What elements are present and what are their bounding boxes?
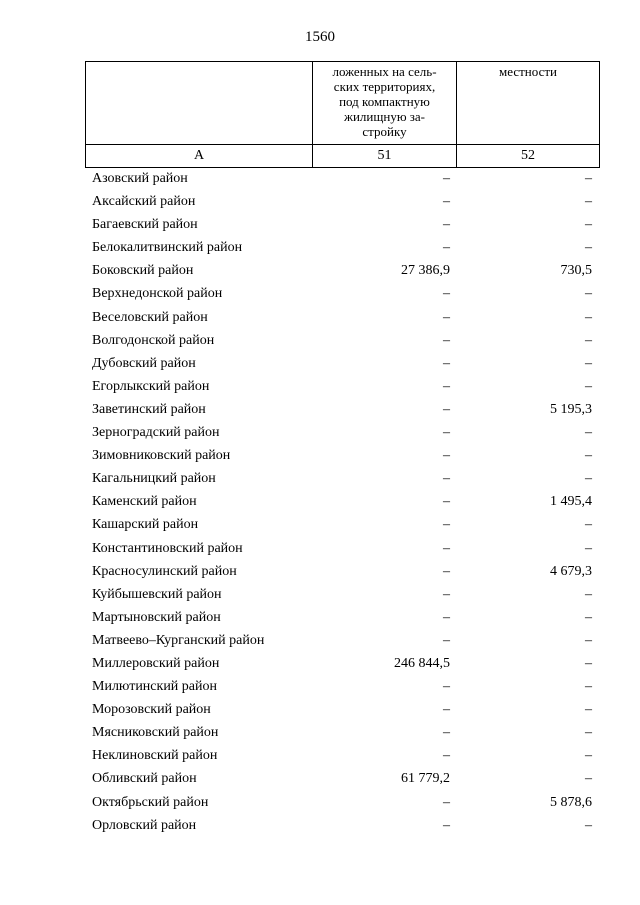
- table-row: [85, 677, 597, 700]
- value-col51: –: [443, 194, 450, 210]
- table-row: [85, 238, 597, 261]
- value-col52: –: [585, 286, 592, 302]
- header-row: [86, 62, 600, 145]
- district-name: Милютинский район: [92, 679, 218, 695]
- value-col51: –: [443, 401, 450, 417]
- district-name: Неклиновский район: [92, 748, 218, 764]
- header-cell-col51-text: ложенных на сель- ских территориях, под компактную жилищную за- стройку: [332, 64, 437, 139]
- table-row: [85, 631, 597, 654]
- value-col51: –: [443, 378, 450, 394]
- value-col51: 27 386,9: [401, 263, 450, 279]
- table-row: [85, 585, 597, 608]
- district-name: Миллеровский район: [92, 655, 220, 671]
- table-body: [85, 169, 597, 839]
- table-row: [85, 515, 597, 538]
- value-col52: –: [585, 171, 592, 186]
- value-col52: –: [585, 817, 592, 833]
- value-col52: –: [585, 748, 592, 764]
- table-row: [85, 469, 597, 492]
- table-row: [85, 492, 597, 515]
- value-col51: –: [443, 609, 450, 625]
- table-row: [85, 377, 597, 400]
- value-col51: –: [443, 471, 450, 487]
- value-col51: –: [443, 217, 450, 233]
- value-col51: –: [443, 632, 450, 648]
- value-col52: –: [585, 217, 592, 233]
- value-col52: –: [585, 702, 592, 718]
- district-name: Зерноградский район: [92, 425, 220, 441]
- value-col51: –: [443, 817, 450, 833]
- district-name: Матвеево–Курганский район: [92, 632, 265, 648]
- value-col52: 5 878,6: [550, 794, 592, 810]
- page-number: 1560: [305, 29, 335, 45]
- district-name: Кашарский район: [92, 517, 199, 533]
- value-col52: –: [585, 609, 592, 625]
- table-row: [85, 746, 597, 769]
- header-cell-col52: [457, 62, 600, 145]
- value-col52: –: [585, 725, 592, 741]
- district-name: Волгодонской район: [92, 332, 215, 348]
- district-name: Константиновский район: [92, 540, 243, 556]
- district-name: Багаевский район: [92, 217, 198, 233]
- value-col52: –: [585, 240, 592, 256]
- value-col51: –: [443, 286, 450, 302]
- value-col52: –: [585, 655, 592, 671]
- district-name: Октябрьский район: [92, 794, 209, 810]
- table-row: [85, 769, 597, 792]
- table-row: [85, 308, 597, 331]
- value-col52: –: [585, 471, 592, 487]
- value-col52: 4 679,3: [550, 563, 592, 579]
- value-col51: –: [443, 794, 450, 810]
- value-col52: 1 495,4: [550, 494, 592, 510]
- header-cell-district: [86, 62, 313, 145]
- value-col51: –: [443, 494, 450, 510]
- value-col51: –: [443, 748, 450, 764]
- value-col51: –: [443, 586, 450, 602]
- value-col51: –: [443, 517, 450, 533]
- district-name: Аксайский район: [92, 194, 196, 210]
- table-row: [85, 261, 597, 284]
- column-index-51: 51: [313, 145, 457, 168]
- value-col51: –: [443, 702, 450, 718]
- district-name: Куйбышевский район: [92, 586, 222, 602]
- table-row: [85, 446, 597, 469]
- district-name: Обливский район: [92, 771, 197, 787]
- table-row: [85, 654, 597, 677]
- district-name: Заветинский район: [92, 401, 206, 417]
- value-col52: –: [585, 586, 592, 602]
- table-row: [85, 169, 597, 192]
- district-name: Морозовский район: [92, 702, 211, 718]
- value-col52: –: [585, 332, 592, 348]
- table-row: [85, 562, 597, 585]
- district-name: Веселовский район: [92, 309, 208, 325]
- value-col52: –: [585, 194, 592, 210]
- district-name: Боковский район: [92, 263, 194, 279]
- value-col51: –: [443, 332, 450, 348]
- table-row: [85, 215, 597, 238]
- table-row: [85, 700, 597, 723]
- district-name: Мартыновский район: [92, 609, 221, 625]
- district-name: Дубовский район: [92, 355, 196, 371]
- value-col51: 61 779,2: [401, 771, 450, 787]
- table-row: [85, 608, 597, 631]
- value-col52: –: [585, 425, 592, 441]
- district-name: Кагальницкий район: [92, 471, 216, 487]
- column-index-row: [86, 145, 600, 168]
- value-col52: –: [585, 378, 592, 394]
- table-row: [85, 816, 597, 839]
- table-row: [85, 723, 597, 746]
- value-col52: –: [585, 448, 592, 464]
- value-col51: –: [443, 309, 450, 325]
- value-col51: –: [443, 171, 450, 186]
- header-cell-col52-text: местности: [499, 64, 557, 79]
- district-name: Каменский район: [92, 494, 197, 510]
- column-index-a: А: [86, 145, 313, 168]
- district-name: Мясниковский район: [92, 725, 219, 741]
- value-col51: –: [443, 425, 450, 441]
- table-row: [85, 423, 597, 446]
- district-name: Орловский район: [92, 817, 197, 833]
- column-index-52: 52: [457, 145, 600, 168]
- table-row: [85, 539, 597, 562]
- value-col52: –: [585, 679, 592, 695]
- district-name: Верхнедонской район: [92, 286, 223, 302]
- table-row: [85, 793, 597, 816]
- value-col51: –: [443, 355, 450, 371]
- value-col51: –: [443, 240, 450, 256]
- value-col52: 5 195,3: [550, 401, 592, 417]
- table-header: [85, 61, 600, 168]
- district-name: Белокалитвинский район: [92, 240, 243, 256]
- value-col52: –: [585, 771, 592, 787]
- value-col52: –: [585, 517, 592, 533]
- value-col51: –: [443, 563, 450, 579]
- value-col51: –: [443, 448, 450, 464]
- value-col51: 246 844,5: [394, 655, 450, 671]
- table-row: [85, 331, 597, 354]
- value-col51: –: [443, 725, 450, 741]
- value-col52: 730,5: [560, 263, 592, 279]
- district-name: Зимовниковский район: [92, 448, 231, 464]
- value-col51: –: [443, 679, 450, 695]
- district-name: Красносулинский район: [92, 563, 237, 579]
- district-name: Егорлыкский район: [92, 378, 210, 394]
- header-cell-col51: [313, 62, 457, 145]
- district-name: Азовский район: [92, 171, 188, 186]
- table-row: [85, 192, 597, 215]
- value-col52: –: [585, 540, 592, 556]
- table-row: [85, 354, 597, 377]
- table-row: [85, 284, 597, 307]
- value-col51: –: [443, 540, 450, 556]
- value-col52: –: [585, 309, 592, 325]
- value-col52: –: [585, 632, 592, 648]
- table-row: [85, 400, 597, 423]
- value-col52: –: [585, 355, 592, 371]
